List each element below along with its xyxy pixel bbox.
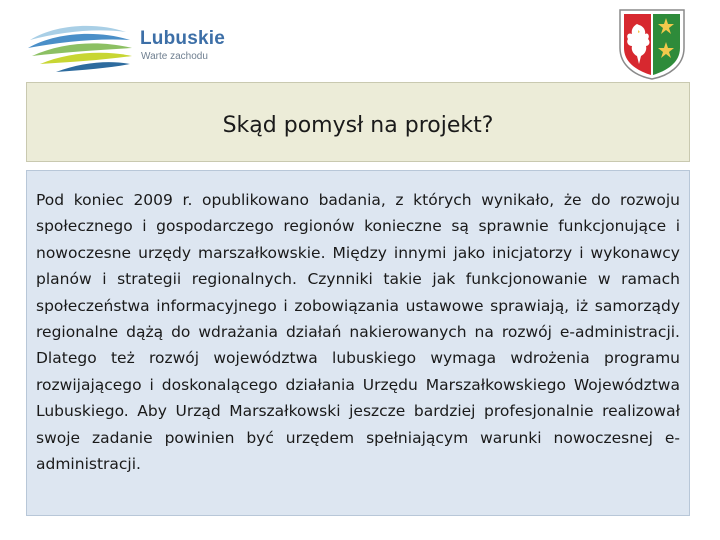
brand-tagline: Warte zachodu (141, 51, 208, 62)
brand-name: Lubuskie (140, 28, 226, 49)
lubuskie-logo (26, 18, 236, 84)
content-panel (26, 170, 690, 516)
title-banner (26, 82, 690, 162)
coat-of-arms-icon (618, 8, 686, 80)
lubuskie-swoosh-icon (26, 18, 136, 84)
page-title: Skąd pomysł na projekt? (222, 112, 494, 138)
body-paragraph: Pod koniec 2009 r. opublikowano badania, z których wynikało, że do rozwoju społecznego i gospodarczego regionów konieczne są sprawnie funkcjonujące i nowoczesne urzędy marszałkowskie. Między innymi jako inicjatorzy i wykonawcy planów i strategii regionalnych. Czynniki takie jak funkcjonowanie w ramach społeczeństwa informacyjnego i zobowiązania ustawowe sprawiają, iż samorządy regionalne dążą do wdrażania działań nakierowanych na rozwój e-administracji. Dlatego też rozwój województwa lubuskiego wymaga wdrożenia programu rozwijającego i doskonalącego działania Urzędu Marszałkowskiego Województwa Lubuskiego. Aby Urząd Marszałkowski jeszcze bardziej profesjonalnie realizował swoje zadanie powinien być urzędem spełniającym warunki nowoczesnej e-administracji. (36, 191, 680, 474)
